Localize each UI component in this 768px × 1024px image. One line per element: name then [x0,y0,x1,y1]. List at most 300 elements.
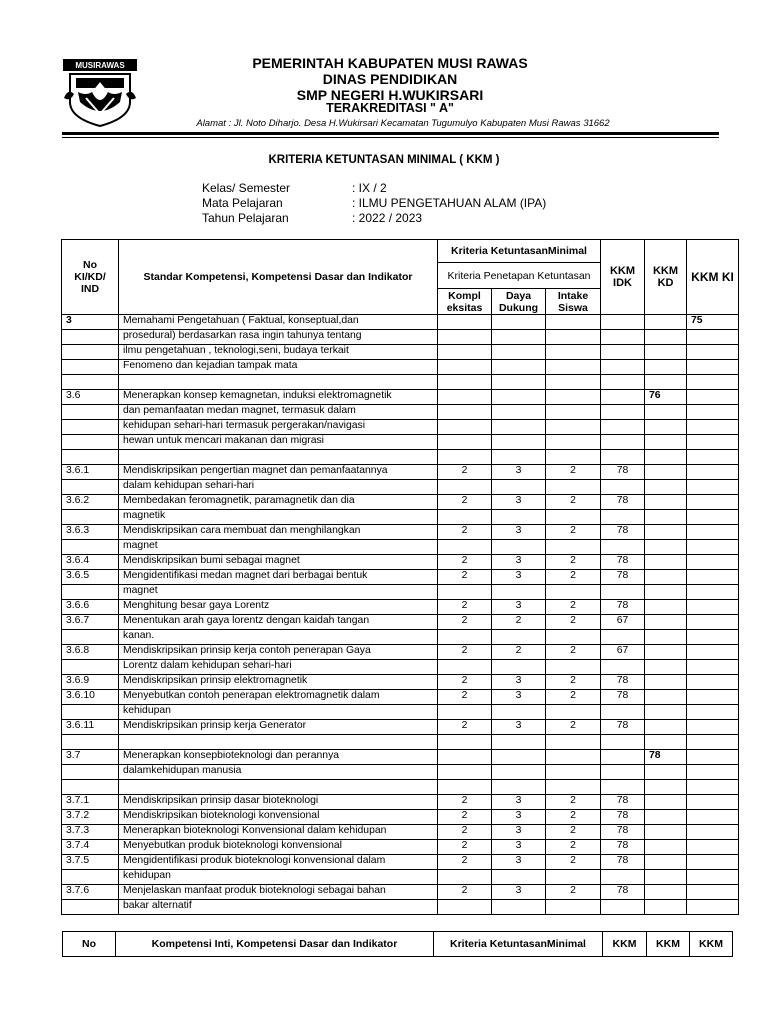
row-kkm-kd [645,825,687,840]
row-kompleksitas: 2 [438,675,492,690]
row-kkm-ki [687,435,739,450]
row-intake [546,375,601,390]
row-kompleksitas [438,360,492,375]
row-number: 3.7.5 [62,855,119,870]
col-header-no: No KI/KD/ IND [62,240,119,315]
row-intake [546,870,601,885]
row-number [62,765,119,780]
header-divider-thick [62,132,719,135]
table-row [62,720,739,735]
row-intake: 2 [546,615,601,630]
row-kkm-ki [687,600,739,615]
info-value: : ILMU PENGETAHUAN ALAM (IPA) [352,196,547,210]
row-daya-dukung [492,375,546,390]
table-row [62,540,739,555]
row-description: Memahami Pengetahuan ( Faktual, konseptual,dan [119,315,438,330]
kkm-table [61,239,739,915]
row-kkm-kd [645,840,687,855]
row-daya-dukung: 2 [492,615,546,630]
row-kkm-ki [687,840,739,855]
row-description: Mendiskripsikan bioteknologi konvensional [119,810,438,825]
row-kompleksitas: 2 [438,720,492,735]
row-kkm-kd [645,525,687,540]
row-daya-dukung [492,315,546,330]
row-kompleksitas: 2 [438,570,492,585]
row-intake [546,750,601,765]
row-kkm-ki [687,795,739,810]
row-kkm-kd [645,315,687,330]
row-number [62,480,119,495]
row-intake: 2 [546,720,601,735]
row-daya-dukung [492,630,546,645]
table-row [62,660,739,675]
row-number [62,870,119,885]
header-school: SMP NEGERI H.WUKIRSARI [296,87,484,103]
info-label: Kelas/ Semester [202,181,291,195]
row-kkm-kd [645,900,687,915]
table-row [62,390,739,405]
row-daya-dukung [492,705,546,720]
row-kompleksitas [438,660,492,675]
next-section-header [62,931,733,957]
row-daya-dukung: 3 [492,495,546,510]
row-kkm-kd [645,570,687,585]
table-row [62,735,739,750]
row-kkm-idk [601,705,645,720]
row-kompleksitas [438,540,492,555]
row-intake [546,405,601,420]
row-daya-dukung [492,420,546,435]
row-kompleksitas: 2 [438,795,492,810]
col-header-daya-dukung: Daya Dukung [492,289,546,315]
row-kkm-kd [645,480,687,495]
row-kompleksitas [438,345,492,360]
row-kkm-idk [601,630,645,645]
row-intake [546,345,601,360]
row-intake: 2 [546,555,601,570]
row-number: 3 [62,315,119,330]
row-kkm-idk [601,330,645,345]
row-kkm-idk [601,780,645,795]
row-kompleksitas [438,420,492,435]
row-kkm-idk: 67 [601,645,645,660]
row-number [62,585,119,600]
row-description: dan pemanfaatan medan magnet, termasuk dalam [119,405,438,420]
table-row [62,525,739,540]
table-row [62,465,739,480]
row-intake: 2 [546,525,601,540]
row-number: 3.6.1 [62,465,119,480]
row-kkm-idk [601,375,645,390]
row-kkm-ki [687,765,739,780]
row-intake: 2 [546,690,601,705]
row-intake [546,735,601,750]
row-description: ilmu pengetahuan , teknologi,seni, budaya terkait [119,345,438,360]
row-kkm-ki [687,630,739,645]
table-row [62,450,739,465]
row-daya-dukung: 3 [492,570,546,585]
row-description [119,450,438,465]
row-description: bakar alternatif [119,900,438,915]
row-number [62,360,119,375]
row-intake: 2 [546,645,601,660]
table-row [62,585,739,600]
row-kkm-idk [601,435,645,450]
row-description: kanan. [119,630,438,645]
row-kompleksitas [438,630,492,645]
row-kkm-ki [687,720,739,735]
row-daya-dukung [492,345,546,360]
row-number: 3.6.7 [62,615,119,630]
row-number: 3.7.4 [62,840,119,855]
row-kkm-ki [687,885,739,900]
row-intake: 2 [546,795,601,810]
row-intake: 2 [546,600,601,615]
row-kkm-idk: 78 [601,675,645,690]
row-number [62,900,119,915]
row-kkm-ki [687,900,739,915]
row-kkm-idk: 78 [601,690,645,705]
row-number: 3.6.9 [62,675,119,690]
row-description: Mendiskripsikan prinsip elektromagnetik [119,675,438,690]
table-row [62,675,739,690]
row-kkm-ki [687,735,739,750]
table-row [62,405,739,420]
header-divider-thin [62,137,719,138]
row-number: 3.6.8 [62,645,119,660]
row-number [62,780,119,795]
table-row [62,750,739,765]
info-label: Mata Pelajaran [202,196,283,210]
table-row [62,810,739,825]
row-kompleksitas: 2 [438,690,492,705]
row-description: Menerapkan bioteknologi Konvensional dalam kehidupan [119,825,438,840]
table-row [62,570,739,585]
row-intake [546,360,601,375]
row-daya-dukung [492,405,546,420]
row-kompleksitas [438,705,492,720]
row-kkm-idk [601,765,645,780]
row-description: Lorentz dalam kehidupan sehari-hari [119,660,438,675]
row-daya-dukung [492,540,546,555]
row-number: 3.6.10 [62,690,119,705]
row-intake: 2 [546,495,601,510]
row-kkm-kd [645,660,687,675]
row-description: kehidupan sehari-hari termasuk pergerakan/navigasi [119,420,438,435]
row-kkm-kd [645,345,687,360]
row-intake [546,390,601,405]
row-description: Mendiskripsikan prinsip kerja contoh penerapan Gaya [119,645,438,660]
row-kkm-kd [645,735,687,750]
footer-col-kkm-3: KKM [690,932,733,957]
table-row [62,795,739,810]
col-header-kkm-group: Kriteria KetuntasanMinimal [438,240,601,263]
row-kkm-ki [687,855,739,870]
row-kkm-idk: 67 [601,615,645,630]
row-kompleksitas [438,375,492,390]
row-kkm-idk [601,870,645,885]
row-description: kehidupan [119,870,438,885]
footer-col-kkm: Kriteria KetuntasanMinimal [434,932,603,957]
row-intake [546,540,601,555]
row-daya-dukung [492,435,546,450]
row-intake [546,900,601,915]
col-header-kkm-ki: KKM KI [687,240,739,315]
info-label: Tahun Pelajaran [202,211,289,225]
row-kkm-ki [687,375,739,390]
row-number [62,705,119,720]
table-row [62,315,739,330]
row-number: 3.7.6 [62,885,119,900]
table-row [62,885,739,900]
row-kkm-idk: 78 [601,825,645,840]
row-number: 3.6.4 [62,555,119,570]
row-intake: 2 [546,885,601,900]
row-kkm-idk: 78 [601,555,645,570]
row-kompleksitas [438,405,492,420]
row-kkm-ki [687,585,739,600]
row-daya-dukung [492,585,546,600]
footer-col-kkm-2: KKM [647,932,690,957]
row-description: Menjelaskan manfaat produk bioteknologi sebagai bahan [119,885,438,900]
table-row [62,435,739,450]
row-kompleksitas: 2 [438,465,492,480]
row-kompleksitas: 2 [438,555,492,570]
row-kkm-kd [645,450,687,465]
header-agency: DINAS PENDIDIKAN [322,71,458,87]
row-kkm-kd [645,585,687,600]
row-kompleksitas: 2 [438,825,492,840]
row-kkm-kd [645,795,687,810]
row-kkm-idk [601,900,645,915]
header-government: PEMERINTAH KABUPATEN MUSI RAWAS [252,55,528,71]
row-kompleksitas [438,315,492,330]
row-description: Mendiskripsikan cara membuat dan menghilangkan [119,525,438,540]
row-description: Mendiskripsikan bumi sebagai magnet [119,555,438,570]
row-kkm-idk [601,540,645,555]
table-row [62,345,739,360]
row-description: Menentukan arah gaya lorentz dengan kaidah tangan [119,615,438,630]
row-kkm-ki [687,420,739,435]
row-daya-dukung: 3 [492,600,546,615]
row-daya-dukung: 3 [492,810,546,825]
table-row [62,360,739,375]
row-kkm-kd [645,405,687,420]
row-kompleksitas [438,765,492,780]
header-address: Alamat : Jl. Noto Diharjo. Desa H.Wukirsari Kecamatan Tugumulyo Kabupaten Musi Rawas 31662 [196,118,610,129]
table-row [62,840,739,855]
row-kompleksitas [438,435,492,450]
row-intake: 2 [546,855,601,870]
row-kkm-kd [645,885,687,900]
row-intake: 2 [546,810,601,825]
row-kkm-ki [687,870,739,885]
row-number [62,420,119,435]
row-kkm-kd [645,675,687,690]
table-row [62,765,739,780]
row-kkm-kd [645,690,687,705]
row-intake [546,330,601,345]
row-kkm-ki [687,690,739,705]
row-number: 3.6.6 [62,600,119,615]
row-description: Menerapkan konsepbioteknologi dan perannya [119,750,438,765]
table-row [62,690,739,705]
row-number [62,435,119,450]
row-number [62,375,119,390]
row-kompleksitas: 2 [438,810,492,825]
row-kkm-ki [687,480,739,495]
row-kkm-kd [645,780,687,795]
row-description: Fenomeno dan kejadian tampak mata [119,360,438,375]
row-kkm-idk: 78 [601,840,645,855]
row-daya-dukung [492,660,546,675]
row-number: 3.6 [62,390,119,405]
row-kkm-kd [645,555,687,570]
row-kkm-ki [687,750,739,765]
col-header-sk: Standar Kompetensi, Kompetensi Dasar dan Indikator [119,240,438,315]
row-number: 3.7.2 [62,810,119,825]
row-kompleksitas: 2 [438,495,492,510]
row-description: Mendiskripsikan prinsip kerja Generator [119,720,438,735]
row-kkm-idk [601,450,645,465]
row-intake [546,705,601,720]
col-header-kkm-idk: KKM IDK [601,240,645,315]
row-number: 3.7.3 [62,825,119,840]
row-kkm-ki [687,345,739,360]
row-kkm-ki [687,495,739,510]
row-kkm-kd [645,855,687,870]
row-kompleksitas [438,870,492,885]
row-description [119,375,438,390]
footer-col-kkm-1: KKM [603,932,647,957]
row-kkm-kd [645,330,687,345]
row-kompleksitas [438,510,492,525]
document-title: KRITERIA KETUNTASAN MINIMAL ( KKM ) [268,154,500,166]
row-kompleksitas [438,330,492,345]
row-kkm-idk: 78 [601,600,645,615]
table-row [62,510,739,525]
row-daya-dukung [492,330,546,345]
row-number: 3.6.3 [62,525,119,540]
row-kkm-kd: 76 [645,390,687,405]
kkm-table-body [62,315,739,915]
row-description: Menerapkan konsep kemagnetan, induksi elektromagnetik [119,390,438,405]
row-daya-dukung [492,870,546,885]
row-kkm-kd [645,510,687,525]
row-intake [546,660,601,675]
row-intake [546,585,601,600]
row-kompleksitas [438,585,492,600]
row-kompleksitas: 2 [438,645,492,660]
row-intake: 2 [546,465,601,480]
row-kkm-kd [645,615,687,630]
row-description: hewan untuk mencari makanan dan migrasi [119,435,438,450]
row-daya-dukung: 2 [492,645,546,660]
row-kkm-ki [687,675,739,690]
row-kkm-ki [687,450,739,465]
row-kkm-ki [687,360,739,375]
row-number [62,450,119,465]
table-row [62,825,739,840]
row-description: Mendiskripsikan pengertian magnet dan pemanfaatannya [119,465,438,480]
row-description [119,735,438,750]
row-kompleksitas [438,480,492,495]
row-description: Membedakan feromagnetik, paramagnetik dan dia [119,495,438,510]
table-row [62,855,739,870]
row-description: Menyebutkan contoh penerapan elektromagnetik dalam [119,690,438,705]
row-kompleksitas [438,390,492,405]
table-row [62,870,739,885]
table-row [62,630,739,645]
row-kkm-kd [645,465,687,480]
row-kkm-kd [645,765,687,780]
row-kkm-ki [687,330,739,345]
row-kkm-kd [645,645,687,660]
table-row [62,780,739,795]
row-intake: 2 [546,825,601,840]
row-daya-dukung [492,780,546,795]
row-number [62,660,119,675]
row-daya-dukung: 3 [492,555,546,570]
table-row [62,420,739,435]
row-description: Menyebutkan produk bioteknologi konvensional [119,840,438,855]
row-kkm-ki: 75 [687,315,739,330]
row-kompleksitas: 2 [438,525,492,540]
row-kkm-ki [687,660,739,675]
row-kkm-ki [687,780,739,795]
row-kkm-kd [645,435,687,450]
row-kkm-kd: 78 [645,750,687,765]
row-kkm-ki [687,525,739,540]
row-kkm-idk: 78 [601,465,645,480]
row-number [62,405,119,420]
row-kkm-kd [645,705,687,720]
footer-col-ki: Kompetensi Inti, Kompetensi Dasar dan Indikator [116,932,434,957]
row-daya-dukung: 3 [492,690,546,705]
row-kkm-idk: 78 [601,795,645,810]
row-kkm-ki [687,555,739,570]
row-daya-dukung [492,750,546,765]
row-number [62,630,119,645]
row-kompleksitas: 2 [438,840,492,855]
row-number [62,345,119,360]
row-description: magnetik [119,510,438,525]
row-kkm-kd [645,720,687,735]
row-daya-dukung: 3 [492,885,546,900]
row-kkm-idk: 78 [601,810,645,825]
table-row [62,330,739,345]
row-number: 3.7.1 [62,795,119,810]
row-daya-dukung: 3 [492,525,546,540]
row-description: Menghitung besar gaya Lorentz [119,600,438,615]
row-kkm-idk: 78 [601,720,645,735]
school-logo [62,58,138,128]
row-description: Mengidentifikasi medan magnet dari berbagai bentuk [119,570,438,585]
row-kkm-idk [601,315,645,330]
row-daya-dukung [492,360,546,375]
row-intake [546,480,601,495]
row-kkm-idk: 78 [601,525,645,540]
table-row [62,705,739,720]
logo-text: MUSIRAWAS [75,61,125,70]
row-kkm-idk: 78 [601,570,645,585]
row-daya-dukung: 3 [492,675,546,690]
row-daya-dukung [492,765,546,780]
table-row [62,555,739,570]
row-number [62,735,119,750]
table-row [62,375,739,390]
row-kkm-ki [687,645,739,660]
